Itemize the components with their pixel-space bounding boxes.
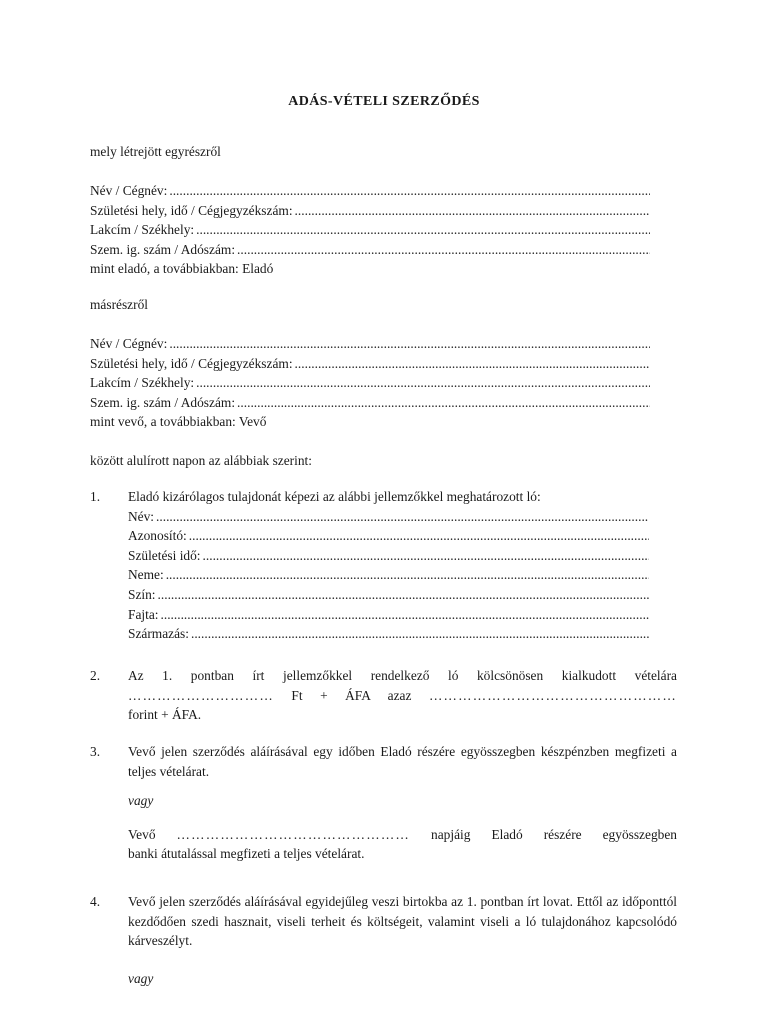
buyer-block (90, 334, 650, 432)
horse-field-color (128, 585, 649, 605)
buyer-id-line (90, 393, 650, 413)
other-party-line: másrészről (90, 297, 149, 312)
clause-2-line-3: forint + ÁFA. (128, 707, 202, 723)
seller-name-label: Név / Cégnév: (90, 183, 168, 198)
fill-dots (169, 334, 650, 354)
fill-dots (196, 220, 650, 240)
price-leader: ………………………… (128, 687, 274, 703)
buyer-role-line: mint vevő, a továbbiakban: Vevő (90, 414, 267, 430)
clause-number: 1. (90, 489, 101, 504)
clause-3 (90, 742, 677, 864)
or-label: vagy (128, 793, 154, 809)
field-label: Név: (128, 508, 155, 524)
field-label: Szín: (128, 586, 156, 602)
fill-dots (295, 201, 650, 221)
alt-end: napjáig Eladó részére egyösszegben (431, 826, 677, 842)
buyer-address-label: Lakcím / Székhely: (90, 375, 195, 391)
buyer-name-label: Név / Cégnév: (90, 336, 168, 351)
clause-2 (90, 666, 677, 725)
clause-1 (90, 487, 677, 644)
clause-4-body (128, 892, 677, 988)
clause-2-line-1: Az 1. pontban írt jellemzőkkel rendelkező ló kölcsönösen kialkudott vételára (128, 668, 677, 683)
buyer-birth-label: Születési hely, idő / Cégjegyzékszám: (90, 355, 293, 371)
fill-dots (237, 240, 650, 260)
field-label: Származás: (128, 626, 189, 642)
horse-field-id (128, 526, 649, 546)
clause-3-alt-line-2: banki átutalással megfizeti a teljes vételárat. (128, 846, 365, 862)
or-label: vagy (128, 970, 154, 986)
fill-dots (295, 354, 650, 374)
fill-dots (237, 393, 650, 413)
buyer-id-label: Szem. ig. szám / Adószám: (90, 394, 236, 410)
seller-birth-label: Születési hely, idő / Cégjegyzékszám: (90, 202, 293, 218)
fill-dots (158, 585, 649, 605)
seller-id-line (90, 240, 650, 260)
seller-id-label: Szem. ig. szám / Adószám: (90, 241, 236, 257)
field-label: Neme: (128, 567, 164, 583)
clause-2-body (128, 666, 677, 725)
fill-dots (189, 526, 649, 546)
clause-4 (90, 892, 677, 988)
horse-field-name (128, 507, 649, 527)
buyer-address-line (90, 373, 650, 393)
between-line: között alulírott napon az alábbiak szerint: (90, 453, 312, 468)
clause-number: 4. (90, 894, 101, 909)
clause-3-alt-line (128, 825, 677, 845)
horse-field-birth (128, 546, 649, 566)
fill-dots (161, 605, 650, 625)
seller-address-line (90, 220, 650, 240)
clause-3-body (128, 742, 677, 864)
clause-2-price-line (128, 686, 677, 706)
date-leader: ………………………………………… (176, 826, 410, 842)
fill-dots (191, 624, 649, 644)
horse-fields (128, 507, 649, 644)
field-label: Azonosító: (128, 528, 187, 544)
seller-role-line: mint eladó, a továbbiakban: Eladó (90, 261, 274, 277)
seller-name-line (90, 181, 650, 201)
clause-1-text: Eladó kizárólagos tulajdonát képezi az alábbi jellemzőkkel meghatározott ló: (128, 489, 541, 504)
seller-address-label: Lakcím / Székhely: (90, 222, 195, 238)
clause-number: 3. (90, 744, 101, 759)
fill-dots (156, 507, 649, 527)
horse-field-breed (128, 605, 649, 625)
alt-start: Vevő (128, 826, 156, 842)
clause-number: 2. (90, 668, 101, 683)
document-title: ADÁS-VÉTELI SZERZŐDÉS (288, 94, 480, 109)
buyer-name-line (90, 334, 650, 354)
fill-dots (166, 565, 649, 585)
field-label: Születési idő: (128, 547, 201, 563)
seller-birth-line (90, 201, 650, 221)
fill-dots (169, 181, 650, 201)
horse-field-origin (128, 624, 649, 644)
price-currency-text: Ft + ÁFA azaz (291, 687, 412, 703)
field-label: Fajta: (128, 606, 159, 622)
clause-3-text: Vevő jelen szerződés aláírásával egy időben Eladó részére egyösszegben készpénzben megfizeti a teljes vételárat. (128, 744, 677, 779)
intro-line: mely létrejött egyrészről (90, 144, 221, 159)
horse-field-sex (128, 565, 649, 585)
price-words-leader: …………………………………………… (428, 687, 677, 703)
fill-dots (196, 373, 650, 393)
fill-dots (203, 546, 649, 566)
buyer-birth-line (90, 354, 650, 374)
seller-block (90, 181, 650, 279)
clause-4-text: Vevő jelen szerződés aláírásával egyidejűleg veszi birtokba az 1. pontban írt lovat. Ettől az időponttól kezdődően szedi hasznait, viseli terheit és költségeit, valamint viseli a ló tulajdonához kapcsolódó kárveszélyt. (128, 894, 677, 949)
